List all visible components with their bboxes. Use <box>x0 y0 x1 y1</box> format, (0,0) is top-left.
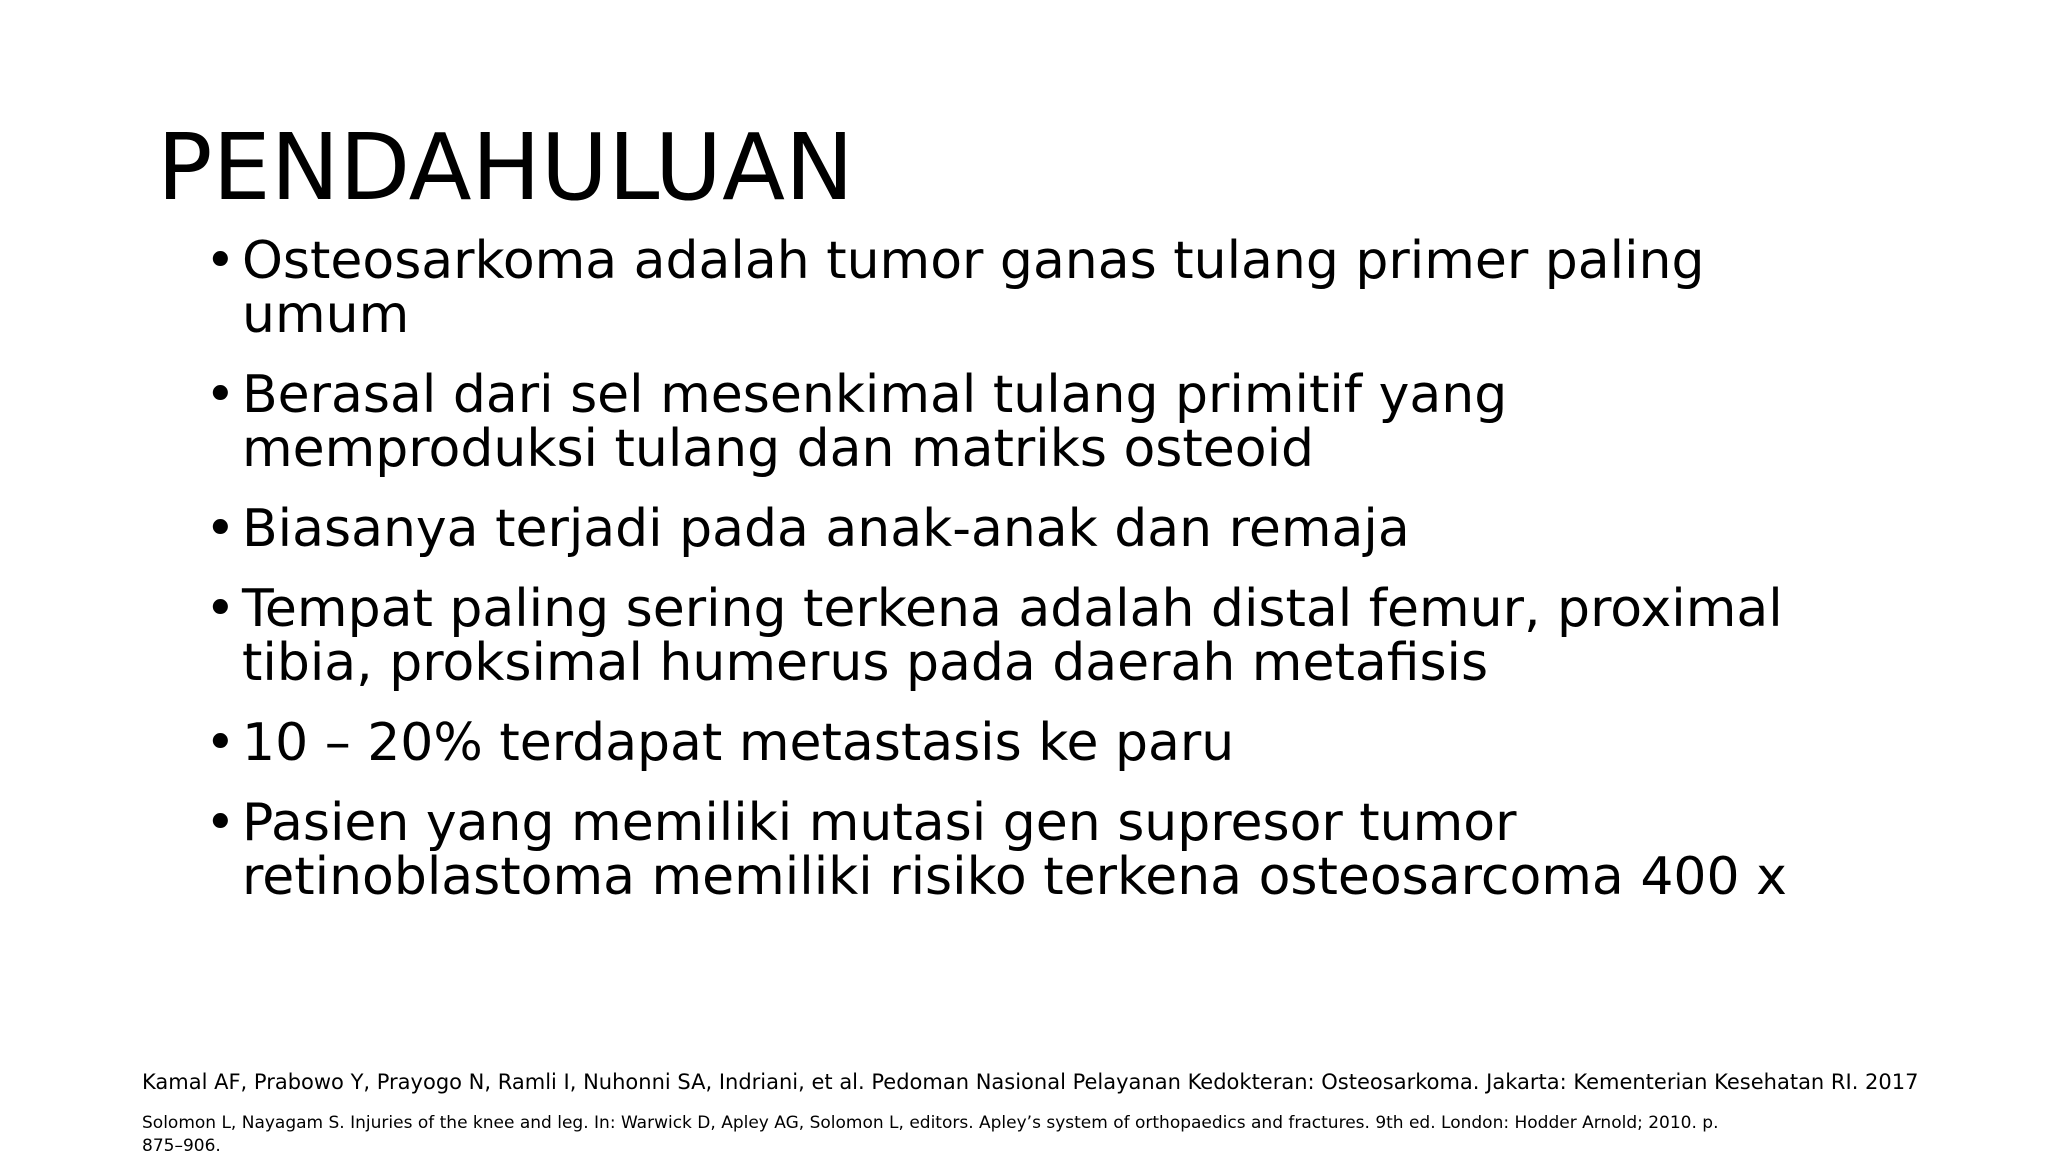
bullet-text: Biasanya terjadi pada anak-anak dan remaja <box>242 499 1410 559</box>
bullet-list <box>205 231 1845 930</box>
reference-2: Solomon L, Nayagam S. Injuries of the knee and leg. In: Warwick D, Apley AG, Solomon L, editors. Apley’s system of orthopaedics and fractures. 9th ed. London: Hodder Arnold; 2010. p. 875–906. <box>142 1113 1719 1156</box>
bullet-text: Pasien yang memiliki mutasi gen supresor tumor retinoblastoma memiliki risiko terkena osteosarcoma 400 x <box>242 793 1787 907</box>
bullet-item <box>205 499 1845 559</box>
reference-1: Kamal AF, Prabowo Y, Prayogo N, Ramli I, Nuhonni SA, Indriani, et al. Pedoman Nasional Pelayanan Kedokteran: Osteosarkoma. Jakarta: Kementerian Kesehatan RI. 2017 <box>142 1070 1919 1094</box>
bullet-dot-icon: • <box>205 231 236 291</box>
references <box>142 1068 1942 1156</box>
bullet-dot-icon: • <box>205 793 236 853</box>
bullet-dot-icon: • <box>205 499 236 559</box>
bullet-item <box>205 713 1845 773</box>
bullet-dot-icon: • <box>205 579 236 639</box>
bullet-text: Osteosarkoma adalah tumor ganas tulang primer paling umum <box>242 231 1705 345</box>
bullet-dot-icon: • <box>205 713 236 773</box>
bullet-item <box>205 231 1845 345</box>
bullet-item <box>205 579 1845 693</box>
bullet-text: Tempat paling sering terkena adalah distal femur, proximal tibia, proksimal humerus pada daerah metafisis <box>242 579 1783 693</box>
bullet-dot-icon: • <box>205 365 236 425</box>
bullet-item <box>205 365 1845 479</box>
bullet-text: 10 – 20% terdapat metastasis ke paru <box>242 713 1235 773</box>
slide-title: PENDAHULUAN <box>157 114 854 221</box>
bullet-item <box>205 793 1845 907</box>
bullet-text: Berasal dari sel mesenkimal tulang primitif yang memproduksi tulang dan matriks osteoid <box>242 365 1508 479</box>
